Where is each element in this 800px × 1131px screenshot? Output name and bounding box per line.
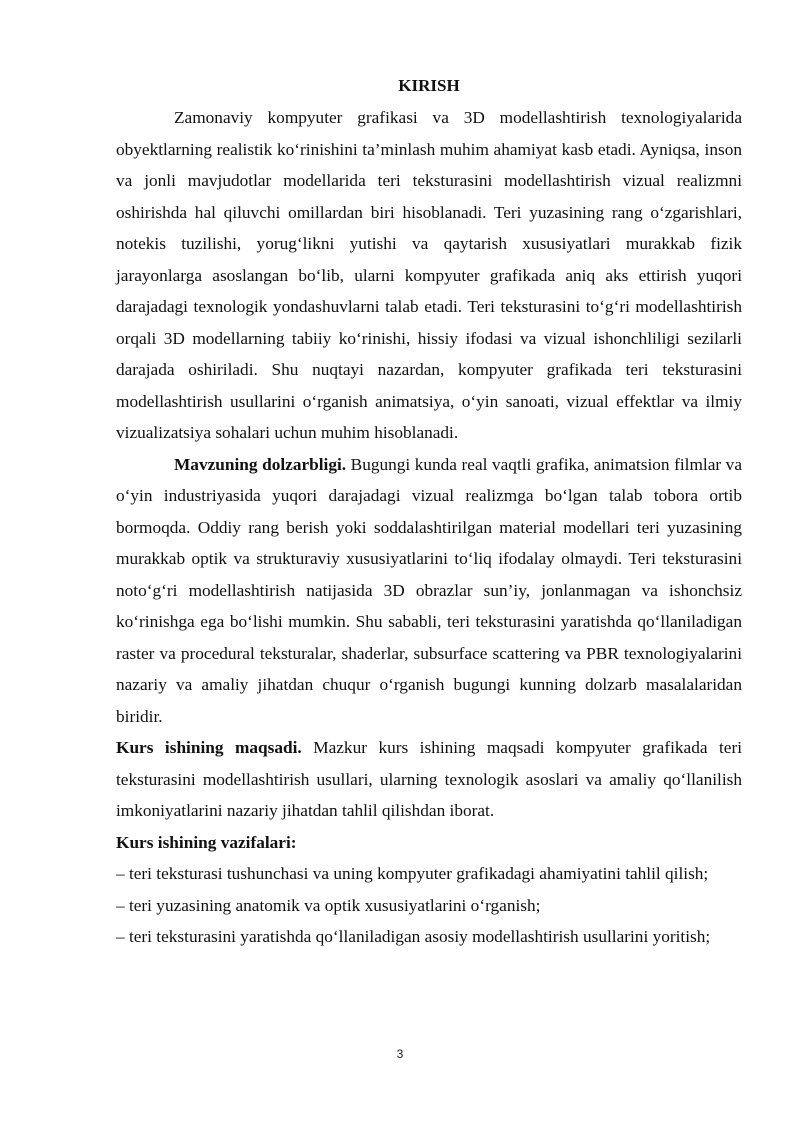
page-title: KIRISH [398,76,460,95]
goal-heading: Kurs ishining maqsadi. [116,738,302,757]
page-number: 3 [396,1047,404,1061]
list-item: – teri teksturasi tushunchasi va uning kompyuter grafikadagi ahamiyatini tahlil qilish; [116,864,709,883]
goal-paragraph [116,732,742,827]
list-item: – teri yuzasining anatomik va optik xususiyatlarini o‘rganish; [116,895,541,915]
tasks-list [116,858,742,953]
tasks-heading: Kurs ishining vazifalari: [116,832,297,852]
relevance-paragraph [116,449,742,733]
page-content [116,74,742,953]
relevance-heading: Mavzuning dolzarbligi. [174,454,347,474]
intro-paragraph: Zamonaviy kompyuter grafikasi va 3D modellashtirish texnologiyalarida obyektlarning realistik ko‘rinishini ta’minlash muhim ahamiyat kasb etadi. Ayniqsa, inson va jonli mavjudotlar modellarida teri teksturasini modellashtirish vizual realizmni oshirishda hal qiluvchi omillardan biri hisoblanadi. Teri yuzasining rang o‘zgarishlari, notekis tuzilishi, yorug‘likni yutishi va qaytarish xususiyatlari murakkab fizik jarayonlarga asoslangan bo‘lib, ularni kompyuter grafikada aniq aks ettirish yuqori darajadagi texnologik yondashuvlarni talab etadi. Teri teksturasini to‘g‘ri modellashtirish orqali 3D modellarning tabiiy ko‘rinishi, hissiy ifodasi va vizual ishonchliligi sezilarli darajada oshiriladi. Shu nuqtayi nazardan, kompyuter grafikada teri teksturasini modellashtirish usullarini o‘rganish animatsiya, o‘yin sanoati, vizual effektlar va ilmiy vizualizatsiya sohalari uchun muhim hisoblanadi. [116,108,742,442]
goal-text: Mazkur kurs ishining maqsadi kompyuter grafikada teri teksturasini modellashtirish usullari, ularning texnologik asoslari va amaliy qo‘llanilish imkoniyatlarini nazariy jihatdan tahlil qilishdan iborat. [116,738,743,820]
list-item: – teri teksturasini yaratishda qo‘llaniladigan asosiy modellashtirish usullarini yoritish; [116,927,711,946]
relevance-text: Bugungi kunda real vaqtli grafika, animatsion filmlar va o‘yin industriyasida yuqori darajadagi vizual realizmga bo‘lgan talab tobora ortib bormoqda. Oddiy rang berish yoki soddalashtirilgan material modellari teri yuzasining murakkab optik va strukturaviy xususiyatlarini to‘liq ifodalay olmaydi. Teri teksturasini noto‘g‘ri modellashtirish natijasida 3D obrazlar sun’iy, jonlanmagan va ishonchsiz ko‘rinishga ega bo‘lishi mumkin. Shu sababli, teri teksturasini yaratishda qo‘llaniladigan raster va procedural teksturalar, shaderlar, subsurface scattering va PBR texnologiyalarini nazariy va amaliy jihatdan chuqur o‘rganish bugungi kunning dolzarb masalalaridan biridir. [116,454,742,726]
